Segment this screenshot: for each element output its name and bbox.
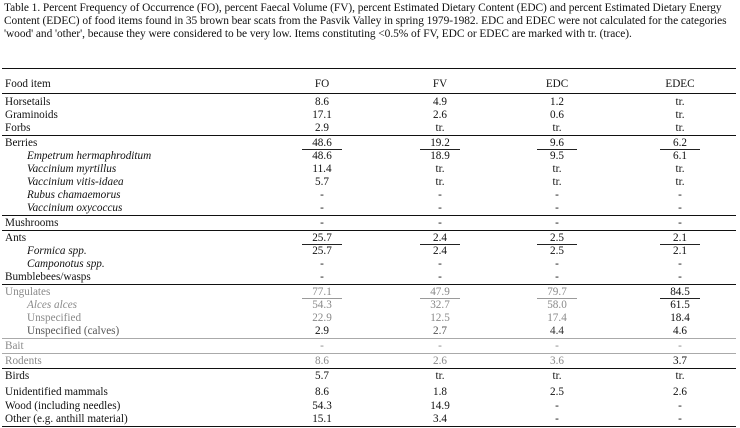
row-label: Rodents: [5, 355, 42, 367]
edc-cell: tr.: [552, 163, 562, 175]
fo-cell: 54.3: [312, 299, 332, 311]
edec-cell: tr.: [675, 96, 685, 108]
edec-cell: tr.: [675, 176, 685, 188]
row-label: Other (e.g. anthill material): [5, 413, 128, 425]
edec-cell: -: [678, 400, 682, 412]
table-row: [0, 413, 740, 426]
edc-cell: 58.0: [547, 299, 567, 311]
table-row: [0, 150, 740, 163]
fo-cell: 8.6: [315, 386, 329, 398]
row-label: Vaccinium myrtillus: [27, 163, 117, 175]
fo-cell: 54.3: [312, 400, 332, 412]
edc-cell: tr.: [552, 122, 562, 134]
fv-cell: -: [438, 202, 442, 214]
row-label: Ants: [5, 232, 27, 244]
fv-cell: 2.4: [433, 232, 447, 244]
edc-cell: -: [555, 400, 559, 412]
edc-cell: -: [555, 413, 559, 425]
header-edc: EDC: [545, 78, 569, 90]
top-rule: [2, 68, 736, 69]
edc-cell: 2.5: [550, 386, 564, 398]
fo-cell: -: [320, 258, 324, 270]
table-row: [0, 217, 740, 230]
table-row: [0, 122, 740, 135]
fv-cell: 18.9: [430, 150, 450, 162]
edc-cell: 9.6: [550, 137, 564, 149]
table-row: [0, 340, 740, 353]
edec-cell: 6.1: [673, 150, 687, 162]
header-fv: FV: [432, 78, 448, 90]
fv-cell: 19.2: [430, 137, 450, 149]
edc-cell: 2.5: [550, 232, 564, 244]
row-label: Graminoids: [5, 109, 58, 121]
fv-cell: tr.: [435, 122, 445, 134]
edec-cell: 61.5: [670, 299, 690, 311]
edc-cell: -: [555, 271, 559, 283]
edec-cell: 2.1: [673, 245, 687, 257]
row-label: Alces alces: [27, 299, 78, 311]
row-label: Vaccinium vitis-idaea: [27, 176, 124, 188]
edec-cell: -: [678, 189, 682, 201]
edc-cell: -: [555, 189, 559, 201]
edc-cell: -: [555, 202, 559, 214]
row-label: Bumblebees/wasps: [5, 271, 91, 283]
fo-cell: 2.9: [315, 122, 329, 134]
group-rule: [2, 338, 736, 339]
fo-cell: -: [320, 202, 324, 214]
row-label: Unspecified (calves): [27, 325, 120, 337]
edec-cell: -: [678, 271, 682, 283]
fo-cell: 2.9: [315, 325, 329, 337]
edc-cell: -: [555, 340, 559, 352]
fv-cell: 32.7: [430, 299, 450, 311]
edc-cell: 2.5: [550, 245, 564, 257]
edec-cell: 4.6: [673, 325, 687, 337]
fo-cell: 77.1: [312, 286, 332, 298]
table-row: [0, 299, 740, 312]
fv-cell: -: [438, 217, 442, 229]
fv-cell: 2.4: [433, 245, 447, 257]
table-caption: Table 1. Percent Frequency of Occurrence (FO), percent Faecal Volume (FV), percent Estimated Dietary Content (EDC) and percent Estimated Dietary Energy Content (EDEC) of food items found in 35 brown bear scats from the Pasvik Valley in spring 1979-1982. EDC and EDEC were not calculated for the categories 'wood' and 'other', because they were considered to be very low. Items constituting <0.5% of FV, EDC or EDEC are marked with tr. (trace).: [4, 2, 727, 40]
fo-cell: 11.4: [312, 163, 332, 175]
edec-cell: 84.5: [670, 286, 690, 298]
fo-cell: 5.7: [315, 370, 329, 382]
fo-cell: 8.6: [315, 355, 329, 367]
table-row: [0, 109, 740, 122]
fv-cell: 3.4: [433, 413, 447, 425]
edc-cell: -: [555, 258, 559, 270]
fo-cell: 48.6: [312, 137, 332, 149]
edc-cell: 9.5: [550, 150, 564, 162]
fv-cell: tr.: [435, 163, 445, 175]
edc-cell: 0.6: [550, 109, 564, 121]
fo-cell: -: [320, 189, 324, 201]
row-label: Horsetails: [5, 96, 51, 108]
row-label: Empetrum hermaphroditum: [27, 150, 152, 162]
edec-cell: 3.7: [673, 355, 687, 367]
edec-cell: -: [678, 340, 682, 352]
table-row: [0, 163, 740, 176]
fv-cell: tr.: [435, 176, 445, 188]
fv-cell: 4.9: [433, 96, 447, 108]
row-label: Birds: [5, 370, 30, 382]
table-row: [0, 176, 740, 189]
table-row: [0, 232, 740, 245]
row-label: Unidentified mammals: [5, 386, 108, 398]
fv-cell: 14.9: [430, 400, 450, 412]
fv-cell: tr.: [435, 370, 445, 382]
group-rule: [2, 230, 736, 231]
header-fo: FO: [314, 78, 330, 90]
edec-cell: tr.: [675, 370, 685, 382]
group-rule: [2, 353, 736, 354]
fv-cell: -: [438, 340, 442, 352]
fo-cell: 25.7: [312, 232, 332, 244]
row-label: Unspecified: [27, 312, 82, 324]
edc-cell: 79.7: [547, 286, 567, 298]
edc-cell: 3.6: [550, 355, 564, 367]
edc-cell: 4.4: [550, 325, 564, 337]
edc-cell: 17.4: [547, 312, 567, 324]
table-row: [0, 202, 740, 215]
fv-cell: 2.6: [433, 355, 447, 367]
fo-cell: 48.6: [312, 150, 332, 162]
table-row: [0, 312, 740, 325]
edec-cell: -: [678, 258, 682, 270]
table-row: [0, 189, 740, 202]
row-label: Ungulates: [5, 286, 51, 298]
fv-cell: 47.9: [430, 286, 450, 298]
edc-cell: tr.: [552, 176, 562, 188]
row-label: Formica spp.: [27, 245, 87, 257]
fo-cell: 25.7: [312, 245, 332, 257]
edec-cell: 2.1: [673, 232, 687, 244]
group-rule: [2, 284, 736, 285]
edec-cell: tr.: [675, 122, 685, 134]
edec-cell: -: [678, 202, 682, 214]
header-rule: [2, 93, 736, 94]
row-label: Bait: [5, 340, 24, 352]
group-rule: [2, 135, 736, 136]
header-edec: EDEC: [665, 78, 695, 90]
table-row: [0, 325, 740, 338]
table-row: [0, 386, 740, 399]
fo-cell: 17.1: [312, 109, 332, 121]
table-row: [0, 286, 740, 299]
edc-cell: 1.2: [550, 96, 564, 108]
edec-cell: -: [678, 413, 682, 425]
header-food-item: Food item: [5, 78, 51, 90]
table-header: [0, 78, 740, 91]
fo-cell: 5.7: [315, 176, 329, 188]
fv-cell: 12.5: [430, 312, 450, 324]
fv-cell: -: [438, 271, 442, 283]
group-rule: [2, 215, 736, 216]
table-row: [0, 400, 740, 413]
fv-cell: 1.8: [433, 386, 447, 398]
table-row: [0, 96, 740, 109]
fo-cell: 22.9: [312, 312, 332, 324]
table-row: [0, 271, 740, 284]
fv-cell: -: [438, 258, 442, 270]
table-row: [0, 245, 740, 258]
edec-cell: -: [678, 217, 682, 229]
fo-cell: 8.6: [315, 96, 329, 108]
edec-cell: 6.2: [673, 137, 687, 149]
edec-cell: tr.: [675, 109, 685, 121]
fo-cell: -: [320, 271, 324, 283]
edc-cell: -: [555, 217, 559, 229]
bottom-rule: [2, 426, 736, 427]
row-label: Mushrooms: [5, 217, 59, 229]
edec-cell: 18.4: [670, 312, 690, 324]
fo-cell: 15.1: [312, 413, 332, 425]
edec-cell: tr.: [675, 163, 685, 175]
group-rule: [2, 368, 736, 369]
table-row: [0, 355, 740, 368]
row-label: Rubus chamaemorus: [27, 189, 121, 201]
row-label: Wood (including needles): [5, 400, 121, 412]
table-row: [0, 370, 740, 383]
edec-cell: 2.6: [673, 386, 687, 398]
edc-cell: tr.: [552, 370, 562, 382]
fo-cell: -: [320, 340, 324, 352]
fo-cell: -: [320, 217, 324, 229]
row-label: Camponotus spp.: [27, 258, 105, 270]
row-label: Berries: [5, 137, 38, 149]
row-label: Vaccinium oxycoccus: [27, 202, 123, 214]
fv-cell: 2.7: [433, 325, 447, 337]
table-row: [0, 258, 740, 271]
fv-cell: 2.6: [433, 109, 447, 121]
row-label: Forbs: [5, 122, 31, 134]
table-row: [0, 137, 740, 150]
fv-cell: -: [438, 189, 442, 201]
